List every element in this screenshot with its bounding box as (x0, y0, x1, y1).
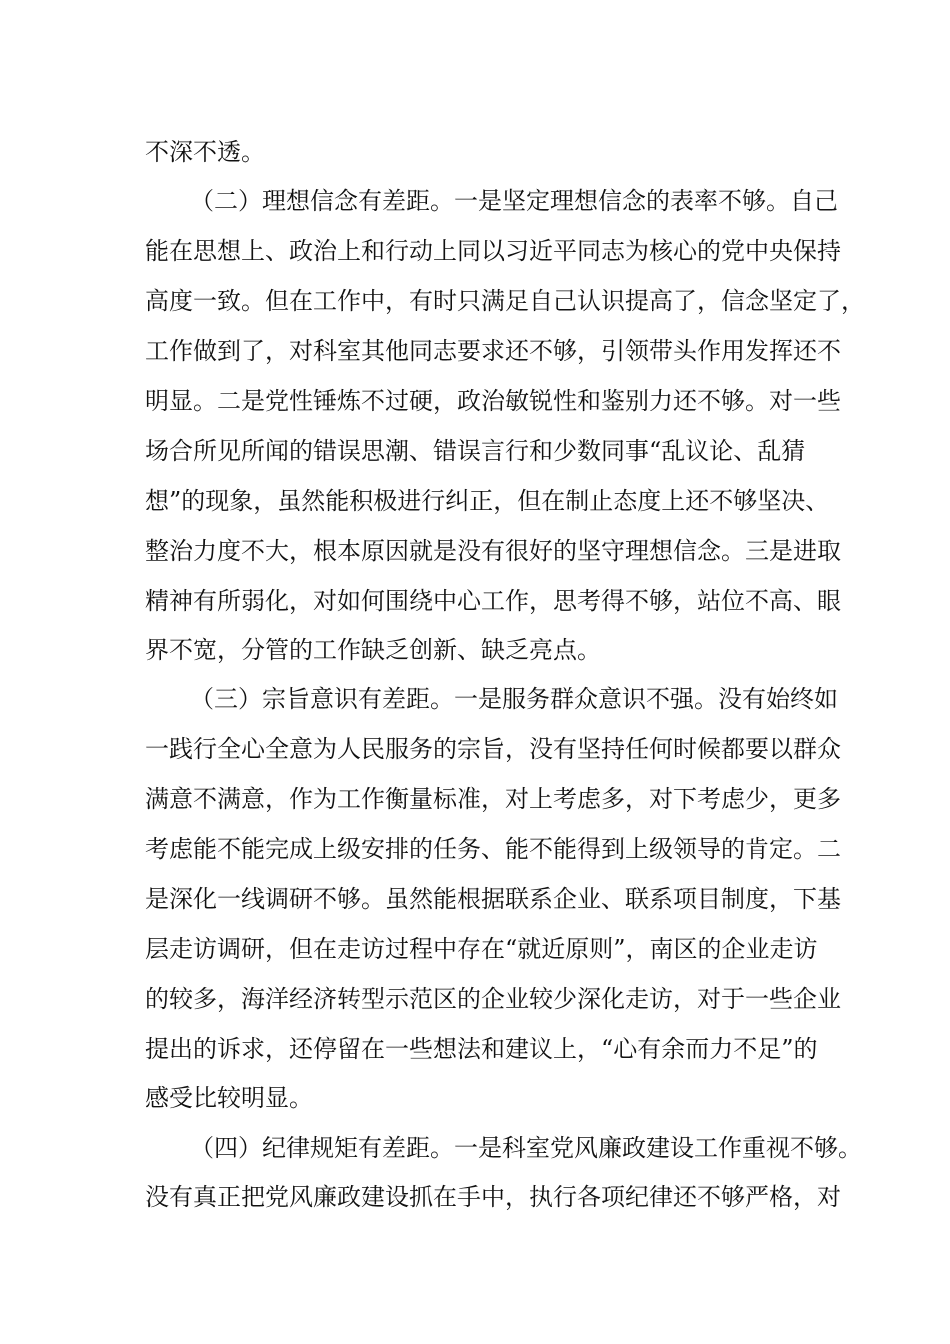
text-line: 考虑能不能完成上级安排的任务、能不能得到上级领导的肯定。二 (145, 835, 841, 863)
text-line: 感受比较明显。 (145, 1084, 313, 1112)
text-line: 不深不透。 (145, 138, 265, 166)
text-line: 提出的诉求，还停留在一些想法和建议上，“心有余而力不足”的 (145, 1035, 818, 1063)
text-line: 一践行全心全意为人民服务的宗旨，没有坚持任何时候都要以群众 (145, 735, 841, 763)
text-line: （二）理想信念有差距。一是坚定理想信念的表率不够。自己 (190, 187, 838, 215)
text-line: 是深化一线调研不够。虽然能根据联系企业、联系项目制度，下基 (145, 885, 841, 913)
text-line: 没有真正把党风廉政建设抓在手中，执行各项纪律还不够严格，对 (145, 1183, 841, 1211)
text-line: 想”的现象，虽然能积极进行纠正，但在制止态度上还不够坚决、 (145, 487, 830, 515)
text-line: 界不宽，分管的工作缺乏创新、缺乏亮点。 (145, 636, 601, 664)
text-line: （四）纪律规矩有差距。一是科室党风廉政建设工作重视不够。 (190, 1134, 862, 1162)
text-line: 层走访调研，但在走访过程中存在“就近原则”，南区的企业走访 (145, 935, 818, 963)
text-line: 满意不满意，作为工作衡量标准，对上考虑多，对下考虑少，更多 (145, 785, 841, 813)
text-line: 整治力度不大，根本原因就是没有很好的坚守理想信念。三是进取 (145, 537, 841, 565)
text-line: 明显。二是党性锤炼不过硬，政治敏锐性和鉴别力还不够。对一些 (145, 387, 841, 415)
text-line: 的较多，海洋经济转型示范区的企业较少深化走访，对于一些企业 (145, 985, 841, 1013)
text-line: 能在思想上、政治上和行动上同以习近平同志为核心的党中央保持 (145, 237, 841, 265)
text-line: 场合所见所闻的错误思潮、错误言行和少数同事“乱议论、乱猜 (145, 437, 806, 465)
text-line: （三）宗旨意识有差距。一是服务群众意识不强。没有始终如 (190, 685, 838, 713)
text-line: 工作做到了，对科室其他同志要求还不够，引领带头作用发挥还不 (145, 337, 841, 365)
text-line: 高度一致。但在工作中，有时只满足自己认识提高了，信念坚定了， (145, 287, 865, 315)
text-line: 精神有所弱化，对如何围绕中心工作，思考得不够，站位不高、眼 (145, 587, 841, 615)
